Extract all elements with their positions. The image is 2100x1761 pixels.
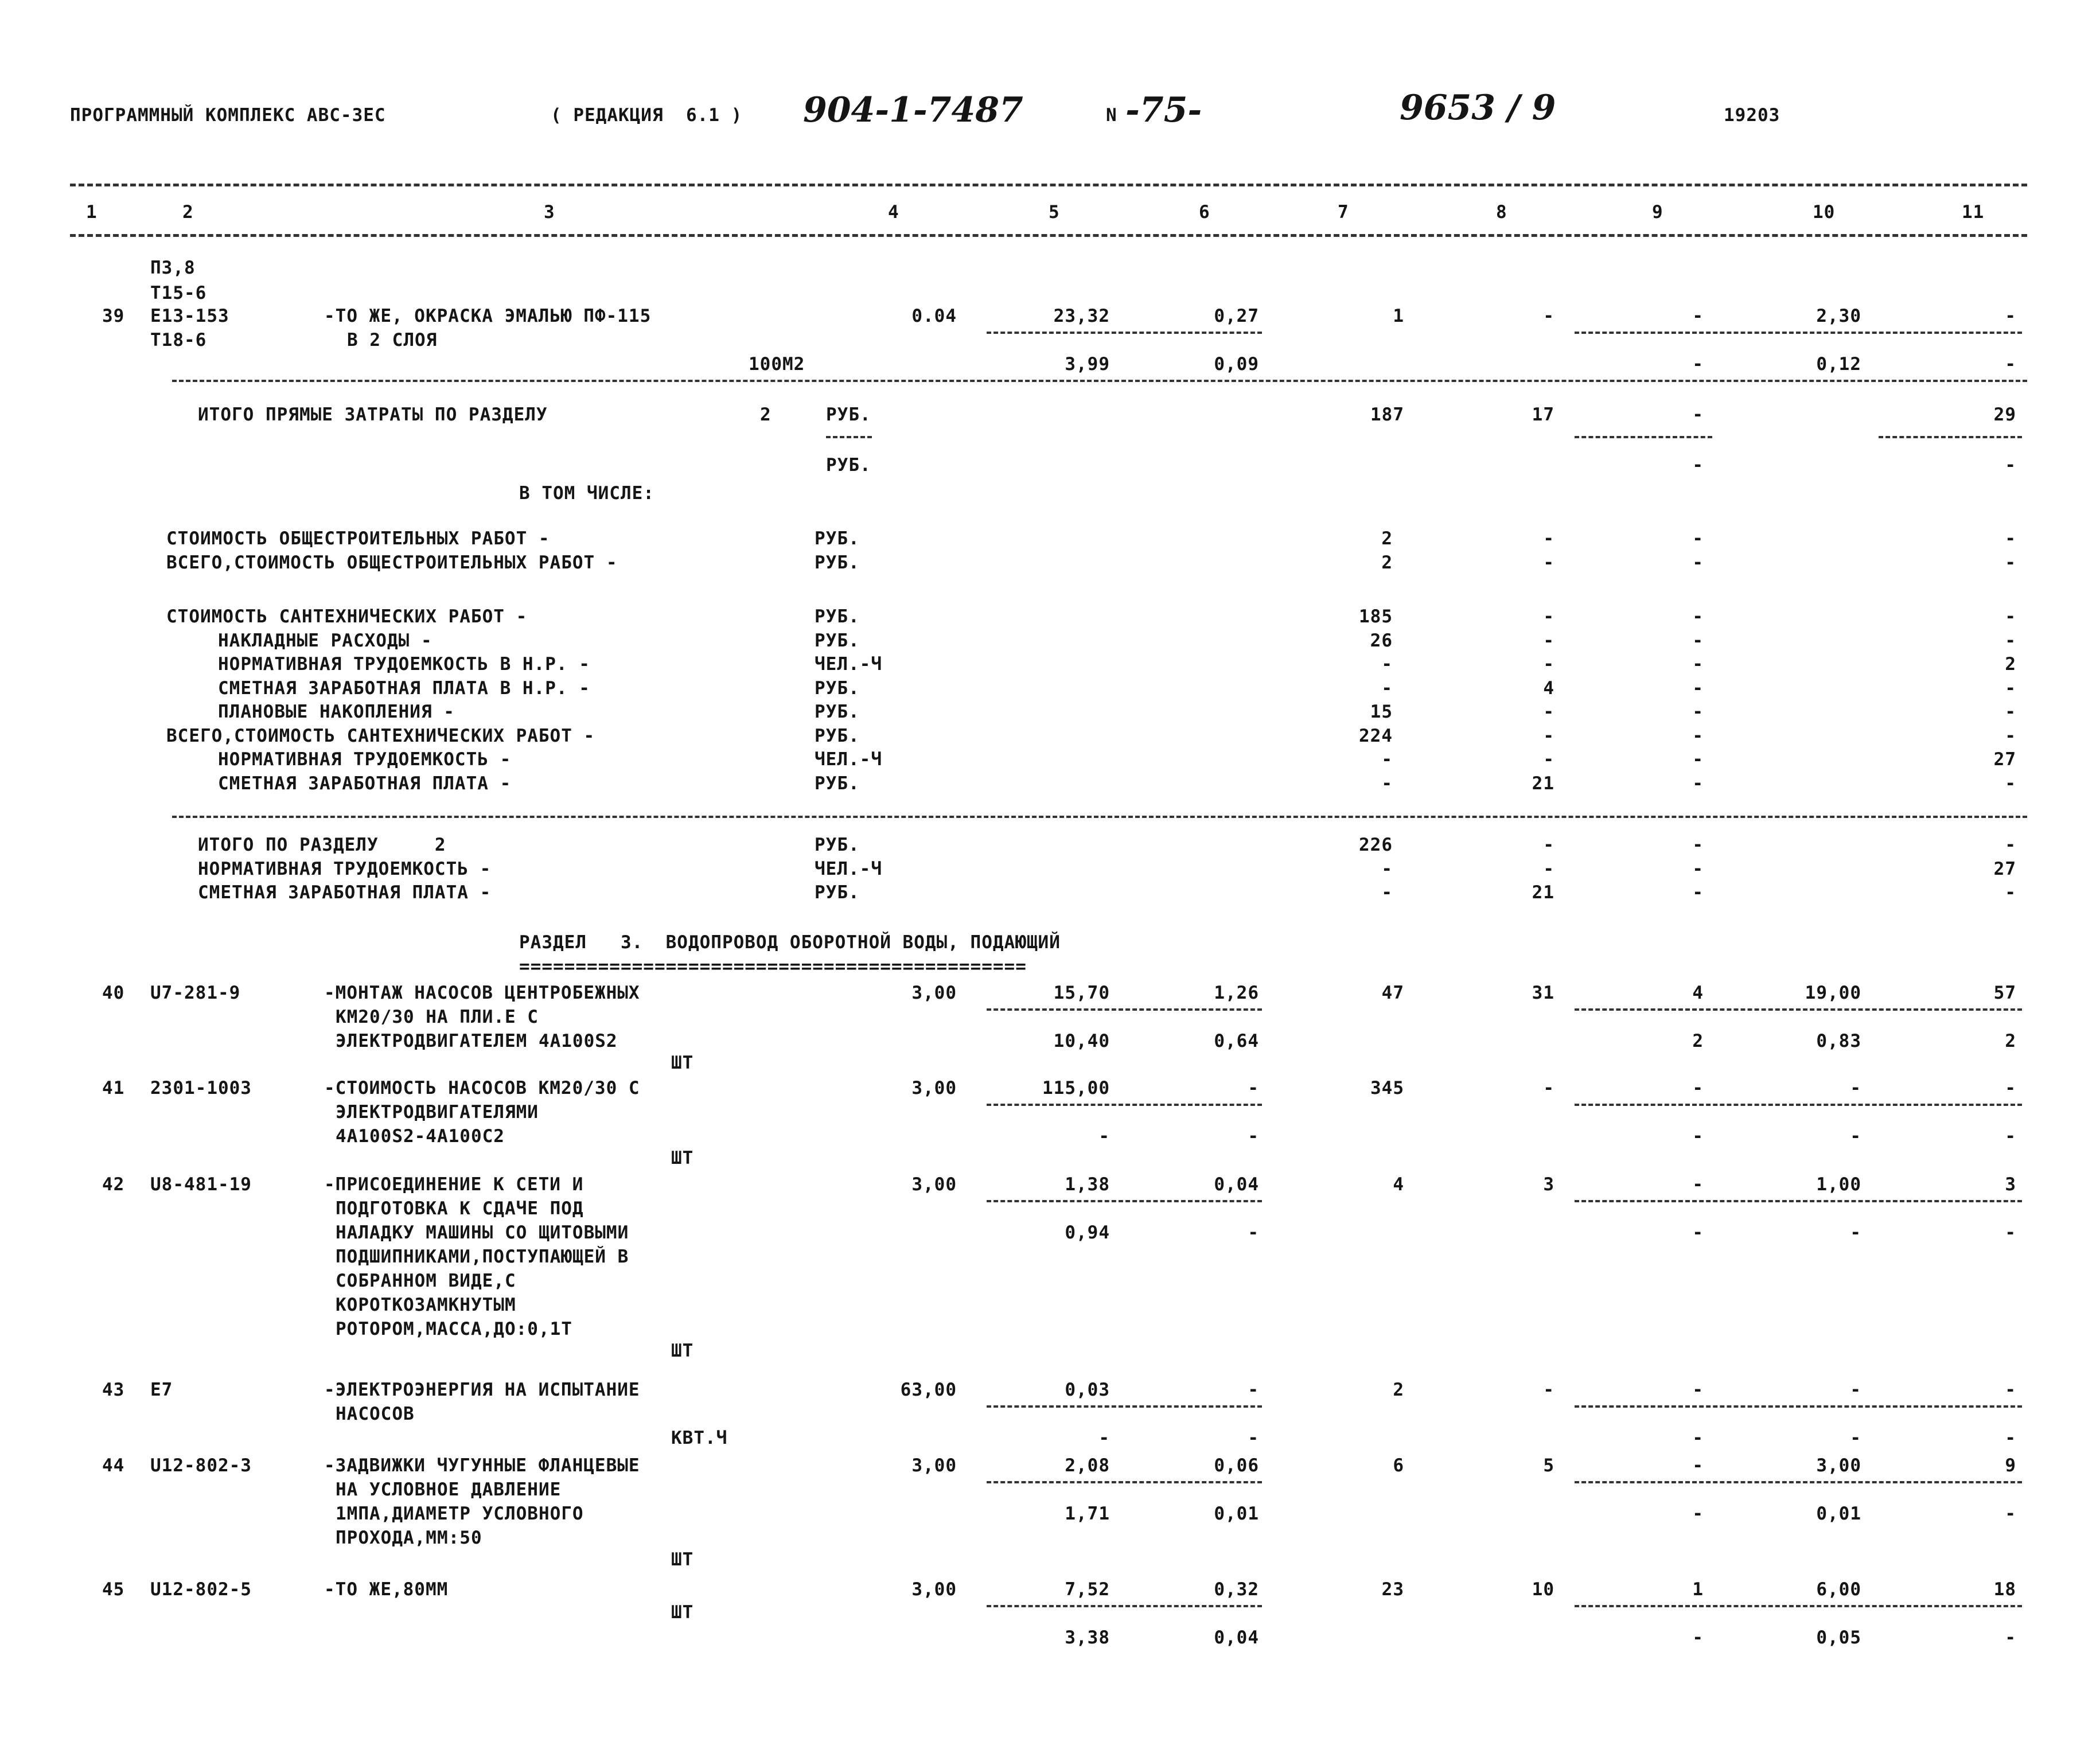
item-quantity: 3,00 [911,983,957,1003]
item-description: -ЭЛЕКТРОЭНЕРГИЯ НА ИСПЫТАНИЕ [324,1380,640,1400]
item-description: НАЛАДКУ МАШИНЫ СО ЩИТОВЫМИ [336,1222,629,1243]
item-unit: ШТ [671,1148,694,1168]
labor-unit: 1,00 [1816,1174,1861,1195]
item-description: СОБРАННОМ ВИДЕ,С [336,1271,516,1291]
summary-unit: РУБ. [815,882,860,903]
summary-labor: - [2005,630,2016,651]
unit-cost: 15,70 [1053,983,1110,1003]
cell-rule [987,1405,1262,1408]
machine-wage: - [1692,1126,1704,1147]
cell-rule [1575,1200,2022,1202]
summary-machine: - [1692,858,1704,879]
item-code: Е13-153 [150,306,229,326]
summary-machine: - [1692,630,1704,651]
summary-wage: - [1543,749,1554,770]
unit-machine-wage: 0,64 [1214,1031,1259,1051]
summary-unit: РУБ. [815,773,860,794]
summary-label: СМЕТНАЯ ЗАРАБОТНАЯ ПЛАТА В Н.Р. - [218,677,590,699]
summary-labor: - [2005,702,2016,722]
summary-wage: - [1543,702,1554,722]
column-number: 2 [182,202,194,223]
machine-wage: - [1692,354,1704,375]
summary-label: СТОИМОСТЬ САНТЕХНИЧЕСКИХ РАБОТ - [166,606,528,627]
machine-labor-total: - [2005,1503,2016,1524]
total-machine: 1 [1692,1579,1704,1600]
machine-labor: 0,12 [1816,354,1861,375]
summary-wage: - [1543,630,1554,651]
summary-labor: - [2005,882,2016,903]
section-rule [172,816,2027,818]
item-description: КОРОТКОЗАМКНУТЫМ [336,1295,516,1315]
summary-wage: - [1543,858,1554,879]
item-quantity: 3,00 [911,1455,957,1476]
section-rule [172,380,2027,382]
summary-label: ВСЕГО,СТОИМОСТЬ САНТЕХНИЧЕСКИХ РАБОТ - [166,725,595,746]
cell-rule [1879,436,2022,438]
summary-wage: 4 [1543,677,1554,699]
total-wage: - [1543,306,1554,326]
cell-rule [1575,332,2022,334]
total-direct-label: ИТОГО ПРЯМЫЕ ЗАТРАТЫ ПО РАЗДЕЛУ [198,404,548,425]
summary-label: ВСЕГО,СТОИМОСТЬ ОБЩЕСТРОИТЕЛЬНЫХ РАБОТ - [166,552,618,573]
continued-ref: ПЗ,8 [150,258,196,278]
summary-labor: - [2005,528,2016,549]
item-description: -ЗАДВИЖКИ ЧУГУННЫЕ ФЛАНЦЕВЫЕ [324,1455,640,1476]
item-description: -МОНТАЖ НАСОСОВ ЦЕНТРОБЕЖНЫХ [324,983,640,1003]
summary-labor: - [2005,677,2016,699]
unit-wage: 0,94 [1065,1222,1110,1243]
item-code: U12-802-3 [150,1455,252,1476]
item-description: КМ20/30 НА ПЛИ.Е С [336,1007,539,1027]
summary-unit: РУБ. [815,630,860,651]
summary-machine: - [1692,654,1704,675]
summary-total: 224 [1359,725,1393,746]
summary-total: 2 [1381,528,1393,549]
total-cost: 345 [1370,1078,1404,1098]
machine-wage: - [1692,1428,1704,1448]
item-description: 1МПА,ДИАМЕТР УСЛОВНОГО [336,1503,584,1524]
cell-rule [987,1104,1262,1106]
unit-cost: 23,32 [1053,306,1110,326]
unit-wage: 1,71 [1065,1503,1110,1524]
total-machine: - [1692,1078,1704,1098]
page-prefix: N [1106,105,1117,126]
summary-wage: - [1543,654,1554,675]
item-unit: ШТ [671,1341,694,1361]
item-description: РОТОРОМ,МАССА,ДО:0,1Т [336,1319,572,1339]
cell-rule [826,436,872,438]
edition: ( РЕДАКЦИЯ 6.1 ) [551,105,743,126]
summary-machine: - [1692,749,1704,770]
machine-wage: - [1692,1222,1704,1243]
machine-labor-total: - [2005,455,2016,476]
unit-machine-cost: 0,04 [1214,1174,1259,1195]
column-number: 8 [1496,202,1507,223]
summary-machine: - [1692,528,1704,549]
summary-unit: РУБ. [815,552,860,573]
item-quantity: 3,00 [911,1579,957,1600]
cell-rule [1575,1481,2022,1483]
summary-label: СМЕТНАЯ ЗАРАБОТНАЯ ПЛАТА - [218,773,512,794]
total-cost: 6 [1393,1455,1404,1476]
item-description: ПРОХОДА,ММ:50 [336,1528,482,1548]
item-unit: ШТ [671,1602,694,1623]
labor-total: 3 [2005,1174,2016,1195]
cell-rule [987,1200,1262,1202]
item-number: 45 [102,1579,125,1600]
machine-labor: 0,01 [1816,1503,1861,1524]
summary-wage: - [1543,725,1554,746]
unit-machine-wage: 0,04 [1214,1627,1259,1648]
doc-number: 904-1-7487 [803,90,1023,130]
summary-unit: ЧЕЛ.-Ч [815,749,882,770]
summary-machine: - [1692,606,1704,627]
unit-machine-wage: - [1248,1126,1259,1147]
labor-unit: 3,00 [1816,1455,1861,1476]
summary-unit: ЧЕЛ.-Ч [815,858,882,879]
item-code: U12-802-5 [150,1579,252,1600]
summary-wage: - [1543,528,1554,549]
column-number: 7 [1338,202,1349,223]
total-machine: 4 [1692,983,1704,1003]
labor-total: 9 [2005,1455,2016,1476]
labor-unit: 2,30 [1816,306,1861,326]
total-cost: 1 [1393,306,1404,326]
summary-total: - [1381,654,1393,675]
page-number: -75- [1125,90,1202,130]
summary-total: 2 [1381,552,1393,573]
section-title: РАЗДЕЛ 3. ВОДОПРОВОД ОБОРОТНОЙ ВОДЫ, ПОДАЮЩИЙ [519,932,1061,953]
total-wage: 10 [1532,1579,1554,1600]
summary-unit: ЧЕЛ.-Ч [815,654,882,675]
item-code: U7-281-9 [150,983,241,1003]
summary-total: - [1381,677,1393,699]
machine-labor-total: - [2005,1222,2016,1243]
item-description: ПОДШИПНИКАМИ,ПОСТУПАЮЩЕЙ В [336,1246,629,1267]
item-description: -СТОИМОСТЬ НАСОСОВ КМ20/30 С [324,1078,640,1098]
summary-total: - [1381,858,1393,879]
header-rule-top [70,184,2027,186]
summary-total: 15 [1370,702,1393,722]
summary-unit: РУБ. [815,702,860,722]
total-machine: - [1692,404,1704,425]
sheet-number: 9653 / 9 [1400,88,1556,128]
unit-wage: 3,99 [1065,354,1110,375]
machine-labor: - [1850,1428,1861,1448]
total-cost: 47 [1381,983,1404,1003]
summary-total: - [1381,882,1393,903]
item-description: НА УСЛОВНОЕ ДАВЛЕНИЕ [336,1479,562,1500]
unit-cost: 2,08 [1065,1455,1110,1476]
machine-wage: 2 [1692,1031,1704,1051]
item-subcode: Т18-6 [150,330,207,350]
item-description: 4А100S2-4А100С2 [336,1126,505,1147]
total-cost: 187 [1370,404,1404,425]
summary-wage: - [1543,552,1554,573]
unit-machine-wage: 0,01 [1214,1503,1259,1524]
labor-unit: 19,00 [1805,983,1861,1003]
summary-machine: - [1692,725,1704,746]
total-wage: - [1543,1380,1554,1400]
summary-wage: 21 [1532,882,1554,903]
summary-machine: - [1692,677,1704,699]
summary-machine: - [1692,835,1704,855]
labor-total: 57 [1993,983,2016,1003]
item-quantity: 3,00 [911,1078,957,1098]
summary-unit: РУБ. [815,606,860,627]
summary-unit: РУБ. [815,835,860,855]
summary-label: СМЕТНАЯ ЗАРАБОТНАЯ ПЛАТА - [198,882,492,903]
column-number: 3 [544,202,555,223]
summary-label: ПЛАНОВЫЕ НАКОПЛЕНИЯ - [218,702,455,722]
unit-wage: - [1098,1126,1110,1147]
unit-cost: 115,00 [1042,1078,1110,1098]
including-label: В ТОМ ЧИСЛЕ: [519,483,654,504]
item-quantity: 63,00 [900,1380,957,1400]
summary-total: 226 [1359,835,1393,855]
total-machine: - [1692,1174,1704,1195]
labor-total: 18 [1993,1579,2016,1600]
cell-rule [987,1008,1262,1011]
summary-label: ИТОГО ПО РАЗДЕЛУ 2 [198,835,446,855]
unit-machine-wage: 0,09 [1214,354,1259,375]
cell-rule [987,1605,1262,1607]
item-number: 40 [102,983,125,1003]
cell-rule [1575,436,1712,438]
doc-code: 19203 [1724,105,1780,126]
unit-machine-cost: 0,32 [1214,1579,1259,1600]
summary-label: СТОИМОСТЬ ОБЩЕСТРОИТЕЛЬНЫХ РАБОТ - [166,528,550,549]
item-quantity: 3,00 [911,1174,957,1195]
machine-wage: - [1692,1627,1704,1648]
summary-labor: - [2005,552,2016,573]
summary-label: НОРМАТИВНАЯ ТРУДОЕМКОСТЬ - [198,858,492,879]
cell-rule [1575,1008,2022,1011]
column-number: 4 [888,202,899,223]
total-wage: 3 [1543,1174,1554,1195]
summary-machine: - [1692,773,1704,794]
item-description: -ПРИСОЕДИНЕНИЕ К СЕТИ И [324,1174,584,1195]
column-number: 5 [1049,202,1060,223]
summary-total: 26 [1370,630,1393,651]
cell-rule [987,1481,1262,1483]
total-direct-section: 2 [760,404,772,425]
machine-labor: 0,83 [1816,1031,1861,1051]
machine-labor-total: - [2005,1126,2016,1147]
unit-machine-cost: 0,06 [1214,1455,1259,1476]
unit-cost: 7,52 [1065,1579,1110,1600]
unit-machine-cost: - [1248,1078,1259,1098]
summary-machine: - [1692,702,1704,722]
unit-label: РУБ. [826,404,871,425]
total-machine: - [1692,1455,1704,1476]
summary-unit: РУБ. [815,528,860,549]
total-machine: - [1692,306,1704,326]
unit-machine-wage: - [1248,1428,1259,1448]
item-number: 44 [102,1455,125,1476]
summary-labor: - [2005,606,2016,627]
item-quantity: 0.04 [911,306,957,326]
summary-labor: 2 [2005,654,2016,675]
item-unit: КВТ.Ч [671,1428,728,1448]
summary-wage: 21 [1532,773,1554,794]
summary-labor: - [2005,835,2016,855]
item-description: -ТО ЖЕ,80ММ [324,1579,449,1600]
total-wage: 17 [1532,404,1554,425]
summary-wage: - [1543,606,1554,627]
summary-labor: 27 [1993,749,2016,770]
item-number: 41 [102,1078,125,1098]
column-number: 10 [1813,202,1836,223]
cell-rule [1575,1405,2022,1408]
labor-total: 29 [1993,404,2016,425]
labor-total: - [2005,1380,2016,1400]
machine-wage: - [1692,455,1704,476]
summary-label: НОРМАТИВНАЯ ТРУДОЕМКОСТЬ В Н.Р. - [218,654,590,675]
item-number: 43 [102,1380,125,1400]
unit-wage: 10,40 [1053,1031,1110,1051]
labor-unit: - [1850,1078,1861,1098]
unit-cost: 1,38 [1065,1174,1110,1195]
column-number: 11 [1962,202,1985,223]
labor-unit: 6,00 [1816,1579,1861,1600]
machine-labor-total: - [2005,1428,2016,1448]
summary-machine: - [1692,552,1704,573]
cell-rule [1575,1104,2022,1106]
item-code: U8-481-19 [150,1174,252,1195]
item-code: Е7 [150,1380,173,1400]
total-wage: 31 [1532,983,1554,1003]
continued-ref: Т15-6 [150,283,207,303]
total-wage: - [1543,1078,1554,1098]
section-title-underline: ============================================= [519,956,1027,977]
summary-label: НОРМАТИВНАЯ ТРУДОЕМКОСТЬ - [218,749,512,770]
labor-total: - [2005,1078,2016,1098]
item-description: ЭЛЕКТРОДВИГАТЕЛЕМ 4А100S2 [336,1031,618,1051]
machine-labor: 0,05 [1816,1627,1861,1648]
item-description: -ТО ЖЕ, ОКРАСКА ЭМАЛЬЮ ПФ-115 [324,306,652,326]
item-description: В 2 СЛОЯ [347,330,438,350]
summary-labor: 27 [1993,858,2016,879]
machine-labor-total: - [2005,1627,2016,1648]
summary-total: - [1381,749,1393,770]
item-description: НАСОСОВ [336,1404,415,1424]
item-description: ПОДГОТОВКА К СДАЧЕ ПОД [336,1198,584,1219]
machine-labor-total: 2 [2005,1031,2016,1051]
machine-labor-total: - [2005,354,2016,375]
machine-wage: - [1692,1503,1704,1524]
column-number: 9 [1652,202,1663,223]
program-name: ПРОГРАММНЫЙ КОМПЛЕКС АВС-3ЕС [70,105,386,126]
unit-wage: - [1098,1428,1110,1448]
total-cost: 4 [1393,1174,1404,1195]
summary-label: НАКЛАДНЫЕ РАСХОДЫ - [218,630,433,651]
unit-machine-wage: - [1248,1222,1259,1243]
summary-wage: - [1543,835,1554,855]
item-unit: ШТ [671,1549,694,1570]
summary-total: - [1381,773,1393,794]
unit-machine-cost: 1,26 [1214,983,1259,1003]
item-unit: 100М2 [749,354,805,375]
cell-rule [1575,1605,2022,1607]
summary-total: 185 [1359,606,1393,627]
column-number: 6 [1199,202,1210,223]
item-number: 39 [102,306,125,326]
cell-rule [987,332,1262,334]
summary-labor: - [2005,725,2016,746]
summary-machine: - [1692,882,1704,903]
unit-wage: 3,38 [1065,1627,1110,1648]
labor-unit: - [1850,1380,1861,1400]
total-wage: 5 [1543,1455,1554,1476]
total-cost: 23 [1381,1579,1404,1600]
item-number: 42 [102,1174,125,1195]
unit-label: РУБ. [826,455,871,476]
machine-labor: - [1850,1222,1861,1243]
item-code: 2301-1003 [150,1078,252,1098]
unit-machine-cost: - [1248,1380,1259,1400]
item-unit: ШТ [671,1053,694,1073]
unit-machine-cost: 0,27 [1214,306,1259,326]
labor-total: - [2005,306,2016,326]
total-machine: - [1692,1380,1704,1400]
machine-labor: - [1850,1126,1861,1147]
total-cost: 2 [1393,1380,1404,1400]
summary-labor: - [2005,773,2016,794]
header-rule-bottom [70,234,2027,237]
column-number: 1 [86,202,98,223]
item-description: ЭЛЕКТРОДВИГАТЕЛЯМИ [336,1102,539,1123]
summary-unit: РУБ. [815,725,860,746]
summary-unit: РУБ. [815,677,860,699]
unit-cost: 0,03 [1065,1380,1110,1400]
